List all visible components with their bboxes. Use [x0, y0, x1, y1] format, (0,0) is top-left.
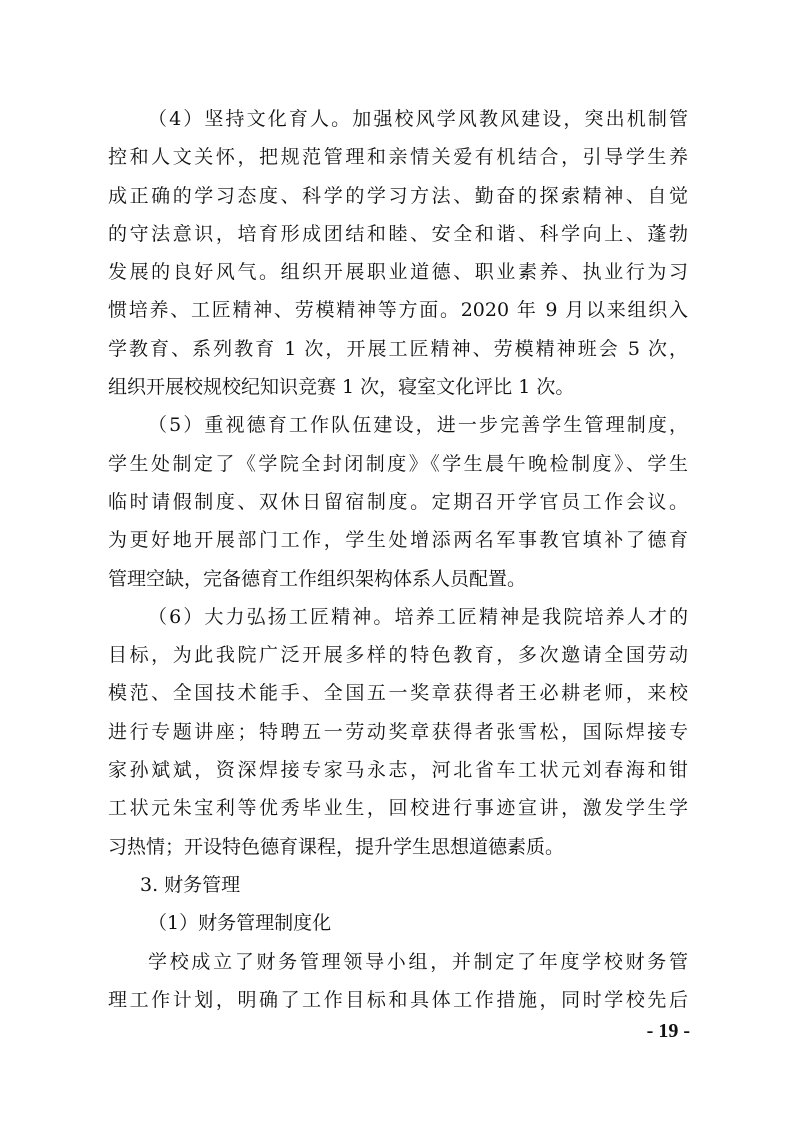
- paragraph-4-line-2: 控和人文关怀，把规范管理和亲情关爱有机结合，引导学生养: [108, 146, 688, 169]
- paragraph-4-line-5: 发展的良好风气。组织开展职业道德、职业素养、执业行为习: [108, 261, 688, 284]
- paragraph-6-line-5: 家孙斌斌，资深焊接专家马永志，河北省车工状元刘春海和钳: [108, 759, 688, 782]
- document-body: [108, 100, 688, 1019]
- paragraph-5-line-3: 临时请假制度、双休日留宿制度。定期召开学官员工作会议。: [108, 490, 688, 513]
- paragraph-4-line-4: 的守法意识，培育形成团结和睦、安全和谐、科学向上、蓬勃: [108, 222, 688, 245]
- paragraph-5-line-5: 管理空缺，完备德育工作组织架构体系人员配置。: [108, 567, 527, 590]
- paragraph-4-line-3: 成正确的学习态度、科学的学习方法、勤奋的探索精神、自觉: [108, 184, 688, 207]
- paragraph-6-line-3: 模范、全国技术能手、全国五一奖章获得者王必耕老师，来校: [108, 682, 688, 705]
- section-heading-finance: 3. 财务管理: [140, 873, 241, 896]
- paragraph-finance-line-2: 理工作计划，明确了工作目标和具体工作措施，同时学校先后: [108, 988, 688, 1011]
- paragraph-5-line-4: 为更好地开展部门工作，学生处增添两名军事教官填补了德育: [108, 529, 688, 552]
- paragraph-6-line-2: 目标，为此我院广泛开展多样的特色教育，多次邀请全国劳动: [108, 644, 688, 667]
- paragraph-6-line-4: 进行专题讲座；特聘五一劳动奖章获得者张雪松，国际焊接专: [108, 720, 688, 743]
- paragraph-5-line-1: （5）重视德育工作队伍建设，进一步完善学生管理制度，: [148, 414, 688, 437]
- paragraph-4-line-1: （4）坚持文化育人。加强校风学风教风建设，突出机制管: [148, 108, 688, 130]
- page-number: - 19 -: [646, 1020, 690, 1042]
- paragraph-6-line-7: 习热情；开设特色德育课程，提升学生思想道德素质。: [108, 835, 565, 858]
- paragraph-4-line-8: 组织开展校规校纪知识竞赛 1 次，寝室文化评比 1 次。: [108, 376, 575, 399]
- paragraph-6-line-6: 工状元朱宝利等优秀毕业生，回校进行事迹宣讲，激发学生学: [108, 797, 688, 820]
- paragraph-6-line-1: （6）大力弘扬工匠精神。培养工匠精神是我院培养人才的: [148, 605, 688, 628]
- paragraph-4-line-7: 学教育、系列教育 1 次，开展工匠精神、劳模精神班会 5 次，: [108, 337, 688, 360]
- paragraph-4-line-6: 惯培养、工匠精神、劳模精神等方面。2020 年 9 月以来组织入: [108, 299, 688, 322]
- paragraph-5-line-2: 学生处制定了《学院全封闭制度》《学生晨午晚检制度》、学生: [108, 452, 688, 475]
- paragraph-finance-line-1: 学校成立了财务管理领导小组，并制定了年度学校财务管: [148, 950, 688, 973]
- subsection-heading-finance-system: （1）财务管理制度化: [148, 912, 332, 935]
